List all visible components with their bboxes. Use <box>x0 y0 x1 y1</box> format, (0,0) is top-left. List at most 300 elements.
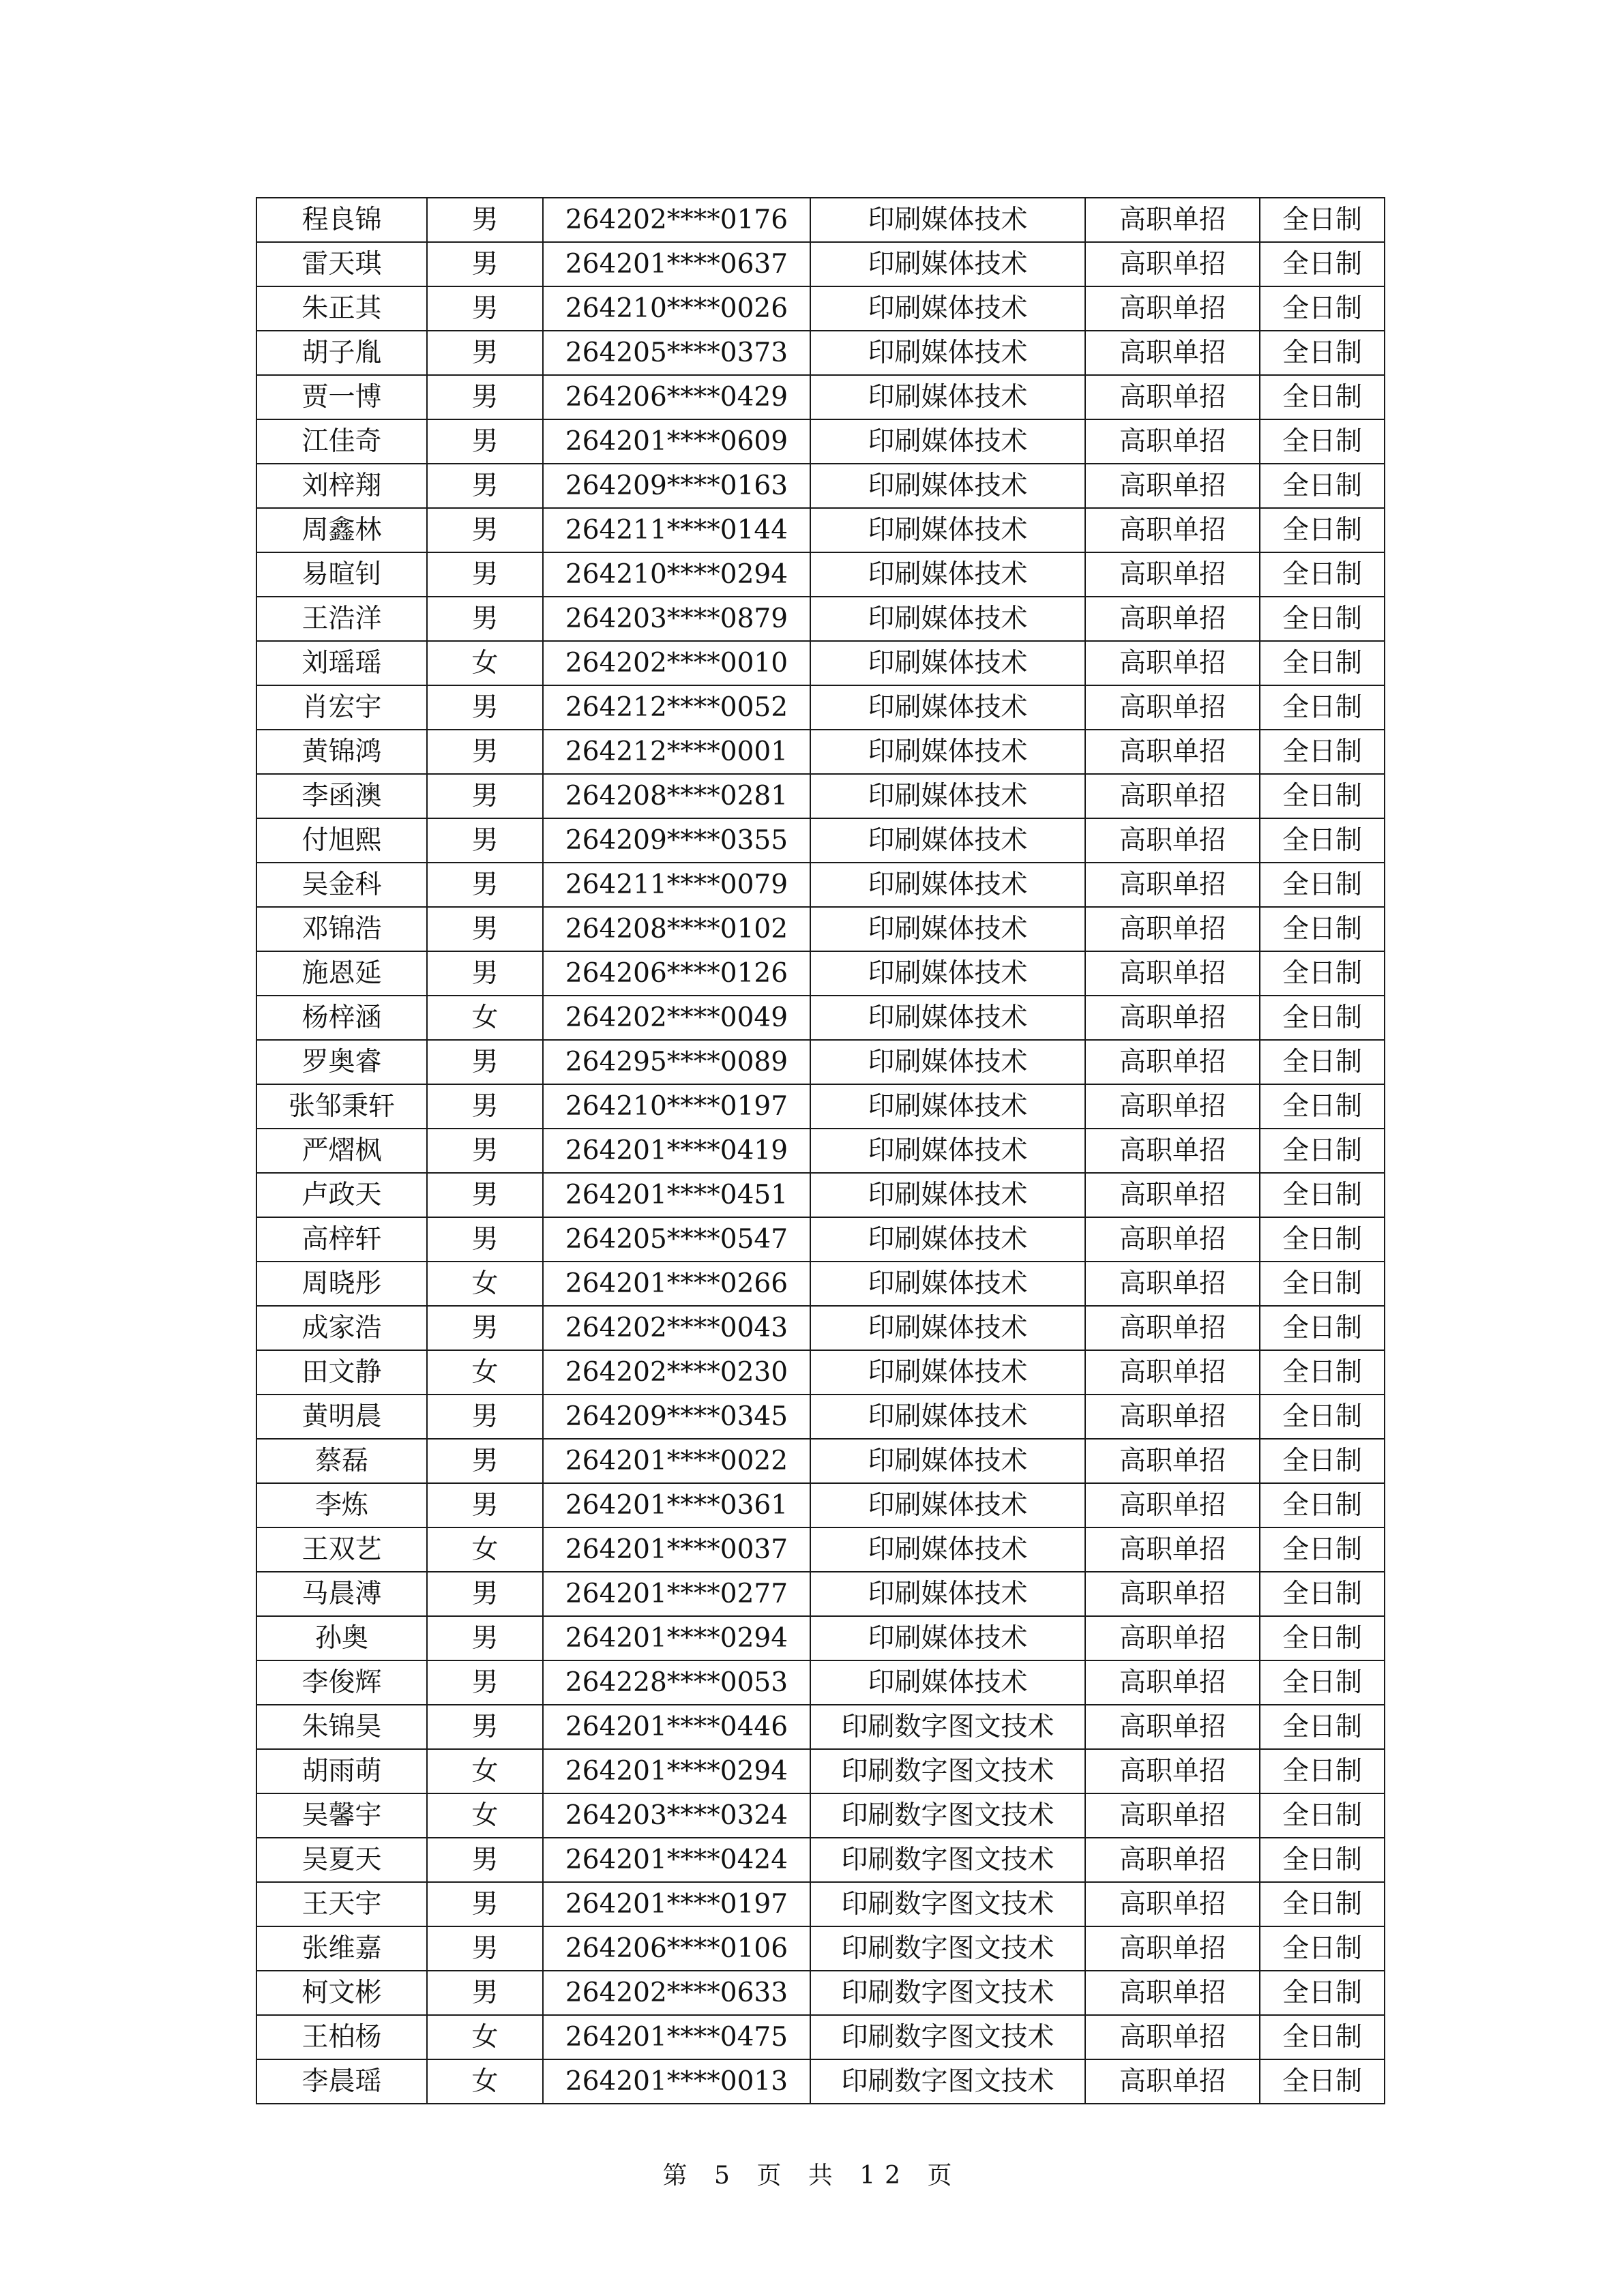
major-cell: 印刷媒体技术 <box>810 1527 1085 1572</box>
study-mode-cell: 全日制 <box>1260 996 1385 1040</box>
gender-cell: 男 <box>427 1395 543 1439</box>
id-number-cell: 264201****0361 <box>543 1483 810 1527</box>
name-cell: 吴夏天 <box>256 1838 427 1882</box>
gender-cell: 男 <box>427 1616 543 1660</box>
major-cell: 印刷数字图文技术 <box>810 1838 1085 1882</box>
major-cell: 印刷媒体技术 <box>810 730 1085 774</box>
id-number-cell: 264202****0176 <box>543 198 810 242</box>
name-cell: 付旭熙 <box>256 818 427 863</box>
major-cell: 印刷媒体技术 <box>810 419 1085 464</box>
study-mode-cell: 全日制 <box>1260 1527 1385 1572</box>
major-cell: 印刷媒体技术 <box>810 1483 1085 1527</box>
study-mode-cell: 全日制 <box>1260 1572 1385 1616</box>
table-row <box>256 996 1385 1040</box>
name-cell: 马晨溥 <box>256 1572 427 1616</box>
name-cell: 张邹秉轩 <box>256 1084 427 1129</box>
major-cell: 印刷媒体技术 <box>810 375 1085 419</box>
table-row <box>256 1173 1385 1217</box>
id-number-cell: 264201****0294 <box>543 1749 810 1793</box>
gender-cell: 女 <box>427 1262 543 1306</box>
id-number-cell: 264210****0197 <box>543 1084 810 1129</box>
admission-type-cell: 高职单招 <box>1085 2059 1260 2104</box>
table-row <box>256 1084 1385 1129</box>
study-mode-cell: 全日制 <box>1260 641 1385 685</box>
gender-cell: 男 <box>427 1705 543 1749</box>
major-cell: 印刷媒体技术 <box>810 1395 1085 1439</box>
study-mode-cell: 全日制 <box>1260 419 1385 464</box>
major-cell: 印刷媒体技术 <box>810 1262 1085 1306</box>
study-mode-cell: 全日制 <box>1260 1217 1385 1262</box>
major-cell: 印刷媒体技术 <box>810 996 1085 1040</box>
admission-type-cell: 高职单招 <box>1085 907 1260 951</box>
name-cell: 吴馨宇 <box>256 1793 427 1838</box>
id-number-cell: 264228****0053 <box>543 1660 810 1705</box>
gender-cell: 女 <box>427 1527 543 1572</box>
major-cell: 印刷数字图文技术 <box>810 1882 1085 1926</box>
name-cell: 张维嘉 <box>256 1926 427 1971</box>
admission-type-cell: 高职单招 <box>1085 1616 1260 1660</box>
major-cell: 印刷媒体技术 <box>810 1306 1085 1350</box>
table-row <box>256 907 1385 951</box>
id-number-cell: 264203****0879 <box>543 597 810 641</box>
study-mode-cell: 全日制 <box>1260 2015 1385 2059</box>
id-number-cell: 264201****0419 <box>543 1129 810 1173</box>
table-row <box>256 242 1385 286</box>
name-cell: 严熠枫 <box>256 1129 427 1173</box>
study-mode-cell: 全日制 <box>1260 1395 1385 1439</box>
admission-type-cell: 高职单招 <box>1085 1838 1260 1882</box>
major-cell: 印刷媒体技术 <box>810 1040 1085 1084</box>
major-cell: 印刷媒体技术 <box>810 1217 1085 1262</box>
table-row <box>256 419 1385 464</box>
study-mode-cell: 全日制 <box>1260 818 1385 863</box>
study-mode-cell: 全日制 <box>1260 1040 1385 1084</box>
table-row <box>256 1660 1385 1705</box>
gender-cell: 男 <box>427 1217 543 1262</box>
major-cell: 印刷数字图文技术 <box>810 1749 1085 1793</box>
table-row <box>256 1572 1385 1616</box>
gender-cell: 男 <box>427 1660 543 1705</box>
study-mode-cell: 全日制 <box>1260 863 1385 907</box>
table-row <box>256 1395 1385 1439</box>
admission-type-cell: 高职单招 <box>1085 1173 1260 1217</box>
id-number-cell: 264201****0294 <box>543 1616 810 1660</box>
name-cell: 邓锦浩 <box>256 907 427 951</box>
admission-type-cell: 高职单招 <box>1085 552 1260 597</box>
study-mode-cell: 全日制 <box>1260 331 1385 375</box>
major-cell: 印刷媒体技术 <box>810 331 1085 375</box>
id-number-cell: 264205****0373 <box>543 331 810 375</box>
name-cell: 周晓彤 <box>256 1262 427 1306</box>
id-number-cell: 264201****0277 <box>543 1572 810 1616</box>
id-number-cell: 264201****0609 <box>543 419 810 464</box>
admission-type-cell: 高职单招 <box>1085 1395 1260 1439</box>
table-row <box>256 1705 1385 1749</box>
admission-type-cell: 高职单招 <box>1085 1262 1260 1306</box>
gender-cell: 男 <box>427 685 543 730</box>
major-cell: 印刷媒体技术 <box>810 1616 1085 1660</box>
admission-type-cell: 高职单招 <box>1085 597 1260 641</box>
major-cell: 印刷媒体技术 <box>810 597 1085 641</box>
study-mode-cell: 全日制 <box>1260 907 1385 951</box>
gender-cell: 男 <box>427 375 543 419</box>
table-row <box>256 552 1385 597</box>
id-number-cell: 264201****0037 <box>543 1527 810 1572</box>
table-row <box>256 286 1385 331</box>
id-number-cell: 264201****0266 <box>543 1262 810 1306</box>
major-cell: 印刷数字图文技术 <box>810 2015 1085 2059</box>
name-cell: 雷天琪 <box>256 242 427 286</box>
gender-cell: 男 <box>427 1173 543 1217</box>
major-cell: 印刷媒体技术 <box>810 552 1085 597</box>
study-mode-cell: 全日制 <box>1260 1749 1385 1793</box>
id-number-cell: 264209****0355 <box>543 818 810 863</box>
admission-type-cell: 高职单招 <box>1085 1527 1260 1572</box>
page-number-footer: 第 5 页 共 12 页 <box>662 2162 962 2190</box>
study-mode-cell: 全日制 <box>1260 597 1385 641</box>
study-mode-cell: 全日制 <box>1260 1173 1385 1217</box>
admission-type-cell: 高职单招 <box>1085 1129 1260 1173</box>
name-cell: 田文静 <box>256 1350 427 1395</box>
name-cell: 蔡磊 <box>256 1439 427 1483</box>
admission-type-cell: 高职单招 <box>1085 286 1260 331</box>
gender-cell: 男 <box>427 1084 543 1129</box>
admission-type-cell: 高职单招 <box>1085 996 1260 1040</box>
table-row <box>256 1483 1385 1527</box>
gender-cell: 男 <box>427 242 543 286</box>
major-cell: 印刷媒体技术 <box>810 508 1085 552</box>
table-row <box>256 508 1385 552</box>
major-cell: 印刷数字图文技术 <box>810 1926 1085 1971</box>
study-mode-cell: 全日制 <box>1260 1483 1385 1527</box>
name-cell: 朱锦昊 <box>256 1705 427 1749</box>
name-cell: 胡雨萌 <box>256 1749 427 1793</box>
gender-cell: 男 <box>427 730 543 774</box>
name-cell: 李晨瑶 <box>256 2059 427 2104</box>
table-row <box>256 1749 1385 1793</box>
id-number-cell: 264201****0197 <box>543 1882 810 1926</box>
id-number-cell: 264295****0089 <box>543 1040 810 1084</box>
gender-cell: 男 <box>427 818 543 863</box>
name-cell: 高梓轩 <box>256 1217 427 1262</box>
admission-type-cell: 高职单招 <box>1085 863 1260 907</box>
admission-type-cell: 高职单招 <box>1085 242 1260 286</box>
admission-type-cell: 高职单招 <box>1085 1882 1260 1926</box>
gender-cell: 男 <box>427 419 543 464</box>
id-number-cell: 264212****0001 <box>543 730 810 774</box>
study-mode-cell: 全日制 <box>1260 375 1385 419</box>
admission-type-cell: 高职单招 <box>1085 464 1260 508</box>
name-cell: 李函澳 <box>256 774 427 818</box>
study-mode-cell: 全日制 <box>1260 2059 1385 2104</box>
major-cell: 印刷媒体技术 <box>810 641 1085 685</box>
table-row <box>256 1616 1385 1660</box>
table-row <box>256 375 1385 419</box>
gender-cell: 女 <box>427 1350 543 1395</box>
table-row <box>256 1882 1385 1926</box>
gender-cell: 男 <box>427 1572 543 1616</box>
name-cell: 吴金科 <box>256 863 427 907</box>
major-cell: 印刷媒体技术 <box>810 685 1085 730</box>
study-mode-cell: 全日制 <box>1260 242 1385 286</box>
id-number-cell: 264202****0633 <box>543 1971 810 2015</box>
major-cell: 印刷媒体技术 <box>810 907 1085 951</box>
admission-type-cell: 高职单招 <box>1085 1793 1260 1838</box>
gender-cell: 男 <box>427 1882 543 1926</box>
name-cell: 成家浩 <box>256 1306 427 1350</box>
name-cell: 王天宇 <box>256 1882 427 1926</box>
roster-table-body <box>256 198 1385 2104</box>
study-mode-cell: 全日制 <box>1260 1084 1385 1129</box>
id-number-cell: 264202****0043 <box>543 1306 810 1350</box>
table-row <box>256 597 1385 641</box>
gender-cell: 男 <box>427 1838 543 1882</box>
name-cell: 卢政天 <box>256 1173 427 1217</box>
admission-type-cell: 高职单招 <box>1085 1572 1260 1616</box>
gender-cell: 男 <box>427 552 543 597</box>
admission-type-cell: 高职单招 <box>1085 1483 1260 1527</box>
study-mode-cell: 全日制 <box>1260 1129 1385 1173</box>
table-row <box>256 1350 1385 1395</box>
table-row <box>256 1262 1385 1306</box>
study-mode-cell: 全日制 <box>1260 286 1385 331</box>
admission-type-cell: 高职单招 <box>1085 331 1260 375</box>
major-cell: 印刷媒体技术 <box>810 1439 1085 1483</box>
id-number-cell: 264212****0052 <box>543 685 810 730</box>
table-row <box>256 331 1385 375</box>
major-cell: 印刷媒体技术 <box>810 951 1085 996</box>
admission-type-cell: 高职单招 <box>1085 685 1260 730</box>
id-number-cell: 264201****0451 <box>543 1173 810 1217</box>
major-cell: 印刷媒体技术 <box>810 464 1085 508</box>
major-cell: 印刷媒体技术 <box>810 774 1085 818</box>
major-cell: 印刷媒体技术 <box>810 1129 1085 1173</box>
gender-cell: 男 <box>427 1971 543 2015</box>
id-number-cell: 264210****0026 <box>543 286 810 331</box>
name-cell: 王浩洋 <box>256 597 427 641</box>
name-cell: 贾一博 <box>256 375 427 419</box>
name-cell: 柯文彬 <box>256 1971 427 2015</box>
study-mode-cell: 全日制 <box>1260 1793 1385 1838</box>
major-cell: 印刷媒体技术 <box>810 1084 1085 1129</box>
admission-type-cell: 高职单招 <box>1085 508 1260 552</box>
admission-type-cell: 高职单招 <box>1085 198 1260 242</box>
major-cell: 印刷媒体技术 <box>810 242 1085 286</box>
table-row <box>256 774 1385 818</box>
table-row <box>256 464 1385 508</box>
id-number-cell: 264210****0294 <box>543 552 810 597</box>
table-row <box>256 1040 1385 1084</box>
study-mode-cell: 全日制 <box>1260 1971 1385 2015</box>
name-cell: 周鑫林 <box>256 508 427 552</box>
gender-cell: 女 <box>427 1793 543 1838</box>
gender-cell: 女 <box>427 641 543 685</box>
study-mode-cell: 全日制 <box>1260 1705 1385 1749</box>
study-mode-cell: 全日制 <box>1260 1882 1385 1926</box>
table-row <box>256 1527 1385 1572</box>
id-number-cell: 264203****0324 <box>543 1793 810 1838</box>
name-cell: 李炼 <box>256 1483 427 1527</box>
gender-cell: 男 <box>427 508 543 552</box>
gender-cell: 女 <box>427 2015 543 2059</box>
gender-cell: 男 <box>427 464 543 508</box>
id-number-cell: 264201****0013 <box>543 2059 810 2104</box>
name-cell: 李俊辉 <box>256 1660 427 1705</box>
admission-type-cell: 高职单招 <box>1085 774 1260 818</box>
major-cell: 印刷媒体技术 <box>810 1350 1085 1395</box>
study-mode-cell: 全日制 <box>1260 951 1385 996</box>
gender-cell: 男 <box>427 597 543 641</box>
id-number-cell: 264202****0049 <box>543 996 810 1040</box>
table-row <box>256 951 1385 996</box>
admission-type-cell: 高职单招 <box>1085 730 1260 774</box>
name-cell: 程良锦 <box>256 198 427 242</box>
table-row <box>256 818 1385 863</box>
study-mode-cell: 全日制 <box>1260 774 1385 818</box>
student-roster-table <box>256 197 1385 2104</box>
admission-type-cell: 高职单招 <box>1085 1040 1260 1084</box>
name-cell: 施恩延 <box>256 951 427 996</box>
name-cell: 刘瑶瑶 <box>256 641 427 685</box>
name-cell: 朱正其 <box>256 286 427 331</box>
table-row <box>256 685 1385 730</box>
study-mode-cell: 全日制 <box>1260 1262 1385 1306</box>
id-number-cell: 264211****0144 <box>543 508 810 552</box>
admission-type-cell: 高职单招 <box>1085 1705 1260 1749</box>
name-cell: 肖宏宇 <box>256 685 427 730</box>
name-cell: 王柏杨 <box>256 2015 427 2059</box>
gender-cell: 男 <box>427 1483 543 1527</box>
gender-cell: 男 <box>427 1926 543 1971</box>
study-mode-cell: 全日制 <box>1260 730 1385 774</box>
study-mode-cell: 全日制 <box>1260 1616 1385 1660</box>
gender-cell: 男 <box>427 198 543 242</box>
table-row <box>256 863 1385 907</box>
admission-type-cell: 高职单招 <box>1085 1084 1260 1129</box>
admission-type-cell: 高职单招 <box>1085 1350 1260 1395</box>
id-number-cell: 264208****0102 <box>543 907 810 951</box>
gender-cell: 男 <box>427 774 543 818</box>
major-cell: 印刷媒体技术 <box>810 1173 1085 1217</box>
major-cell: 印刷媒体技术 <box>810 286 1085 331</box>
table-row <box>256 641 1385 685</box>
table-row <box>256 1838 1385 1882</box>
table-row <box>256 730 1385 774</box>
table-row <box>256 1129 1385 1173</box>
id-number-cell: 264201****0424 <box>543 1838 810 1882</box>
gender-cell: 男 <box>427 286 543 331</box>
table-row <box>256 2059 1385 2104</box>
id-number-cell: 264202****0010 <box>543 641 810 685</box>
name-cell: 江佳奇 <box>256 419 427 464</box>
id-number-cell: 264201****0022 <box>543 1439 810 1483</box>
admission-type-cell: 高职单招 <box>1085 1749 1260 1793</box>
gender-cell: 男 <box>427 1129 543 1173</box>
study-mode-cell: 全日制 <box>1260 685 1385 730</box>
major-cell: 印刷数字图文技术 <box>810 2059 1085 2104</box>
gender-cell: 男 <box>427 951 543 996</box>
id-number-cell: 264206****0126 <box>543 951 810 996</box>
admission-type-cell: 高职单招 <box>1085 641 1260 685</box>
major-cell: 印刷媒体技术 <box>810 1660 1085 1705</box>
major-cell: 印刷媒体技术 <box>810 818 1085 863</box>
name-cell: 孙奥 <box>256 1616 427 1660</box>
id-number-cell: 264206****0429 <box>543 375 810 419</box>
table-row <box>256 1439 1385 1483</box>
id-number-cell: 264208****0281 <box>543 774 810 818</box>
name-cell: 黄明晨 <box>256 1395 427 1439</box>
id-number-cell: 264209****0163 <box>543 464 810 508</box>
gender-cell: 女 <box>427 996 543 1040</box>
name-cell: 易暄钊 <box>256 552 427 597</box>
admission-type-cell: 高职单招 <box>1085 818 1260 863</box>
admission-type-cell: 高职单招 <box>1085 375 1260 419</box>
study-mode-cell: 全日制 <box>1260 552 1385 597</box>
name-cell: 黄锦鸿 <box>256 730 427 774</box>
name-cell: 罗奥睿 <box>256 1040 427 1084</box>
study-mode-cell: 全日制 <box>1260 198 1385 242</box>
gender-cell: 男 <box>427 1040 543 1084</box>
study-mode-cell: 全日制 <box>1260 1926 1385 1971</box>
name-cell: 刘梓翔 <box>256 464 427 508</box>
id-number-cell: 264206****0106 <box>543 1926 810 1971</box>
study-mode-cell: 全日制 <box>1260 1439 1385 1483</box>
major-cell: 印刷数字图文技术 <box>810 1971 1085 2015</box>
admission-type-cell: 高职单招 <box>1085 1660 1260 1705</box>
table-row <box>256 198 1385 242</box>
major-cell: 印刷数字图文技术 <box>810 1705 1085 1749</box>
admission-type-cell: 高职单招 <box>1085 419 1260 464</box>
study-mode-cell: 全日制 <box>1260 1350 1385 1395</box>
gender-cell: 男 <box>427 907 543 951</box>
gender-cell: 男 <box>427 331 543 375</box>
study-mode-cell: 全日制 <box>1260 1660 1385 1705</box>
gender-cell: 女 <box>427 1749 543 1793</box>
name-cell: 杨梓涵 <box>256 996 427 1040</box>
id-number-cell: 264211****0079 <box>543 863 810 907</box>
table-row <box>256 1971 1385 2015</box>
admission-type-cell: 高职单招 <box>1085 951 1260 996</box>
admission-type-cell: 高职单招 <box>1085 1439 1260 1483</box>
gender-cell: 男 <box>427 1306 543 1350</box>
study-mode-cell: 全日制 <box>1260 508 1385 552</box>
table-row <box>256 1306 1385 1350</box>
admission-type-cell: 高职单招 <box>1085 1971 1260 2015</box>
gender-cell: 男 <box>427 863 543 907</box>
study-mode-cell: 全日制 <box>1260 1838 1385 1882</box>
name-cell: 王双艺 <box>256 1527 427 1572</box>
major-cell: 印刷媒体技术 <box>810 863 1085 907</box>
major-cell: 印刷媒体技术 <box>810 1572 1085 1616</box>
admission-type-cell: 高职单招 <box>1085 1306 1260 1350</box>
table-row <box>256 1926 1385 1971</box>
admission-type-cell: 高职单招 <box>1085 2015 1260 2059</box>
table-row <box>256 1793 1385 1838</box>
table-row <box>256 1217 1385 1262</box>
admission-type-cell: 高职单招 <box>1085 1926 1260 1971</box>
gender-cell: 男 <box>427 1439 543 1483</box>
id-number-cell: 264201****0475 <box>543 2015 810 2059</box>
id-number-cell: 264209****0345 <box>543 1395 810 1439</box>
major-cell: 印刷数字图文技术 <box>810 1793 1085 1838</box>
study-mode-cell: 全日制 <box>1260 1306 1385 1350</box>
name-cell: 胡子胤 <box>256 331 427 375</box>
study-mode-cell: 全日制 <box>1260 464 1385 508</box>
major-cell: 印刷媒体技术 <box>810 198 1085 242</box>
id-number-cell: 264202****0230 <box>543 1350 810 1395</box>
id-number-cell: 264201****0446 <box>543 1705 810 1749</box>
admission-type-cell: 高职单招 <box>1085 1217 1260 1262</box>
